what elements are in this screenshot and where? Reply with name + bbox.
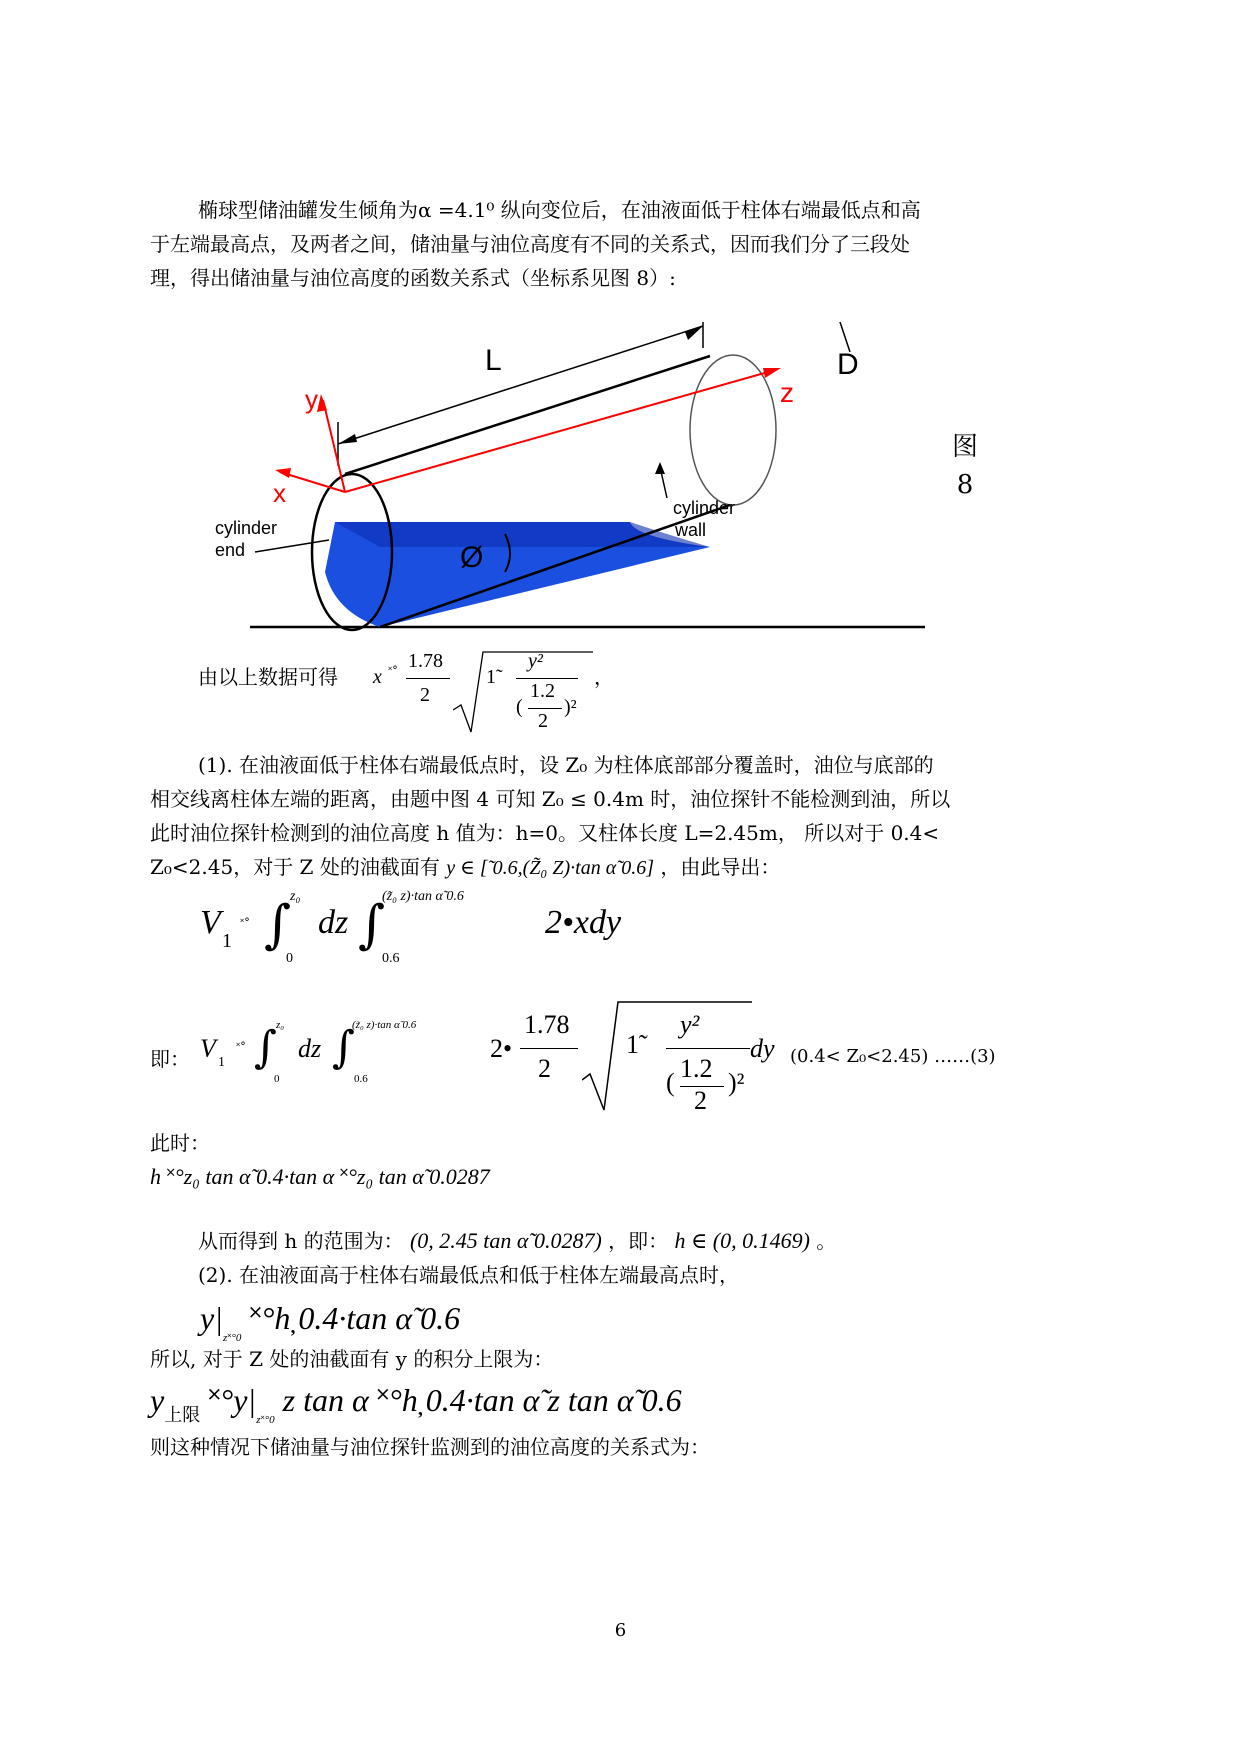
eq-v1b-sub: 1 <box>218 1055 225 1070</box>
eq-v1b-one: 1̃ <box>626 1030 639 1059</box>
eq-v1-expanded: 即： V 1 ˟° ∫ z₀ 0 dz ∫ (z̃₀ z)·tan α̃ 0.6 0.6 2• 1.78 2 1̃ y² ( 1.2 2 )² dy (0.4< Z₀<2.45) ……(3) <box>150 1000 1070 1120</box>
tilted-cylinder-figure <box>205 322 930 640</box>
eq-case2-ymax-y: y <box>150 1382 165 1418</box>
eq-x-eq: ˟° <box>388 664 398 677</box>
page-number: 6 <box>614 1620 627 1641</box>
eq-x-frac-den: 2 <box>538 710 548 732</box>
eq-v1b-prefix: 即： <box>150 1047 190 1071</box>
label-D: D <box>837 348 859 381</box>
eq-case2-ymax-rest2: z tan α ˟°h̦ 0.4·tan α̃ z tan α̃ 0.6 <box>282 1382 682 1418</box>
case1-line-4b: y ∈ [̃ 0.6,(Z̃₀ Z)·tan α̃ 0.6] <box>446 857 655 879</box>
eq-case2-y-sub: z˟°0 <box>223 1332 242 1344</box>
range-h-text2: ，即： <box>608 1229 669 1253</box>
eq-v1b-eq: ˟° <box>236 1040 246 1053</box>
eq-v1: V 1 ˟° ∫ z₀ 0 dz ∫ (z̃₀ z)·tan α̃ 0.6 0.6 2•xdy <box>200 888 700 988</box>
intro-line-2: 于左端最高点，及两者之间，储油量与油位高度有不同的关系式，因而我们分了三段处 <box>150 232 910 256</box>
case1-line-4c: ，由此导出： <box>660 855 781 879</box>
eq-case2-y-rest: ˟°h̦ 0.4·tan α̃ 0.6 <box>249 1300 461 1336</box>
eq-h: h ˟°z₀ tan α̃ 0.4·tan α ˟°z₀ tan α̃ 0.0287 <box>150 1164 490 1189</box>
eq-v1b-y2: y² <box>680 1010 700 1039</box>
case1-line-3: 此时油位探针检测到的油位高度 h 值为：h=0。又柱体长度 L=2.45m， 所以对于 0.4< <box>150 821 940 845</box>
eq-case2-ymax-sub: 上限 <box>164 1405 201 1425</box>
label-y: y <box>305 384 318 414</box>
eq-v1-int-low: 0 <box>286 951 293 966</box>
eq-x: 由以上数据可得 x ˟° 1.78 2 1̃ y² 1.2 ( 2 )² ， <box>198 650 618 740</box>
eq-v1-int2-up: (z̃₀ z)·tan α̃ 0.6 <box>382 889 464 904</box>
label-cylinder-end-2: end <box>215 540 246 560</box>
eq-v1-V: V <box>200 904 221 941</box>
figure-caption <box>952 428 978 504</box>
eq-x-var: x <box>373 666 382 688</box>
eq-v1-int2-low: 0.6 <box>382 951 400 966</box>
figure-caption-1: 图 <box>952 432 979 462</box>
intro-line-1: 椭球型储油罐发生倾角为α =4.1⁰ 纵向变位后，在油液面低于柱体右端最低点和高 <box>198 198 921 222</box>
axis-y <box>323 400 345 492</box>
figure-caption-2: 8 <box>956 470 974 500</box>
eq-case2-ymax-rest1: ˟°y| <box>208 1382 257 1418</box>
eq-v1-dz: dz <box>318 904 349 941</box>
axis-z <box>345 370 775 492</box>
eq-x-den: 2 <box>420 684 430 706</box>
eq-v1-sub: 1 <box>222 930 232 952</box>
eq-v1b-int2-low: 0.6 <box>354 1073 368 1085</box>
label-cylinder-end-1: cylinder <box>215 518 278 538</box>
eq-v1b-dz: dz <box>298 1034 322 1063</box>
ci-shi: 此时： <box>150 1131 210 1155</box>
case1-line-2: 相交线离柱体左端的距离，由题中图 4 可知 Z₀ ≤ 0.4m 时，油位探针不能检测到油，所以 <box>150 787 951 811</box>
eq-v1b-int2-up: (z̃₀ z)·tan α̃ 0.6 <box>352 1019 417 1031</box>
range-h-text3: 。 <box>816 1229 837 1253</box>
eq-x-suffix: ， <box>594 665 614 689</box>
eq-x-frac-num: 1.2 <box>530 680 555 702</box>
eq-x-num: 1.78 <box>408 650 443 672</box>
eq-x-one: 1̃ <box>486 666 496 688</box>
eq-case2-y-y: y| <box>200 1300 223 1336</box>
eq-v1b-coef: 2• <box>490 1034 513 1063</box>
eq-v1b-frac-den: 2 <box>694 1086 707 1115</box>
range-h <box>198 1224 836 1258</box>
eq-v1b-dy: dy <box>750 1034 775 1063</box>
eq-v1-integrand: 2•xdy <box>545 904 622 941</box>
cylinder-top-edge <box>345 356 710 474</box>
label-L: L <box>485 344 502 377</box>
case2-line-3: 则这种情况下储油量与油位探针监测到的油位高度的关系式为： <box>150 1435 710 1459</box>
eq-v1b-int-low: 0 <box>274 1073 280 1085</box>
range-h-math1: (0, 2.45 tan α̃ 0.0287) <box>409 1228 602 1253</box>
range-h-text1: 从而得到 h 的范围为： <box>198 1229 404 1253</box>
eq-v1b-range: (0.4< Z₀<2.45) ……(3) <box>790 1046 996 1067</box>
case2-line-1: (2). 在油液面高于柱体右端最低点和低于柱体左端最高点时， <box>198 1263 740 1287</box>
label-cylinder-wall-2: wall <box>675 520 707 540</box>
intro-line-3: 理，得出储油量与油位高度的函数关系式（坐标系见图 8）: <box>150 266 676 290</box>
case1-line-4a: Z₀<2.45，对于 Z 处的油截面有 <box>150 855 440 879</box>
range-h-math2: h ∈ (0, 0.1469) <box>674 1228 810 1253</box>
label-z: z <box>780 377 794 408</box>
case1-line-1: (1). 在油液面低于柱体右端最低点时，设 Z₀ 为柱体底部部分覆盖时，油位与底部的 <box>198 753 934 777</box>
label-cylinder-wall-1: cylinder <box>673 498 736 518</box>
eq-case2-ymax-sub2: z˟°0 <box>256 1414 275 1426</box>
case2-line-2: 所以, 对于 Z 处的油截面有 y 的积分上限为： <box>150 1347 554 1371</box>
eq-x-y2: y² <box>528 650 543 672</box>
eq-v1b-V: V <box>200 1034 216 1063</box>
l-dimension-line <box>338 326 703 444</box>
eq-v1b-num: 1.78 <box>524 1010 570 1039</box>
cylinder-far-ellipse <box>690 355 776 505</box>
eq-v1-int-up: z₀ <box>290 889 301 904</box>
eq-v1b-int-up: z₀ <box>276 1019 285 1031</box>
label-x: x <box>273 478 286 508</box>
eq-v1b-frac-num: 1.2 <box>680 1054 713 1083</box>
eq-x-prefix: 由以上数据可得 <box>198 665 338 689</box>
label-phi: Ø <box>460 541 484 574</box>
eq-v1-eq: ˟° <box>240 916 250 929</box>
case1-line-4 <box>150 850 780 885</box>
eq-v1b-den: 2 <box>538 1054 551 1083</box>
